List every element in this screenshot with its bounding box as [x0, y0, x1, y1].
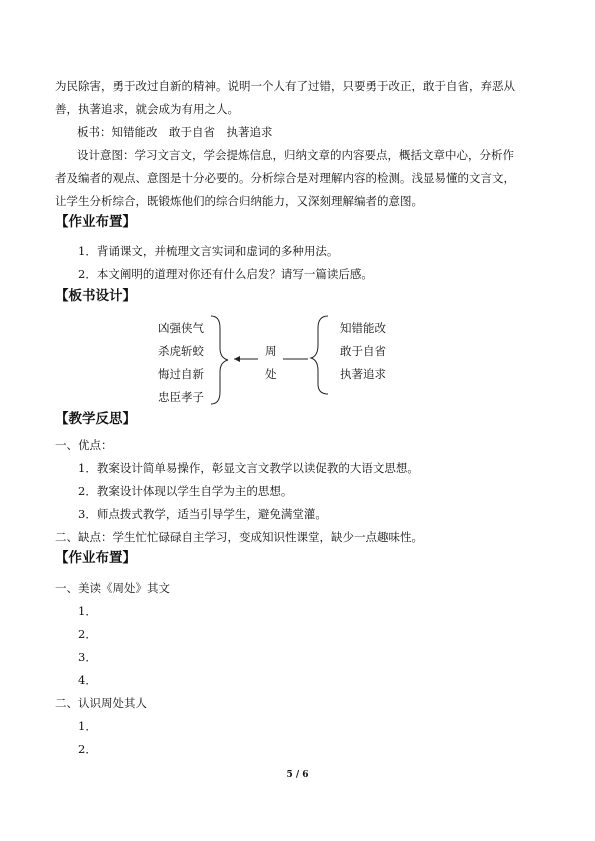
- homework-blank-item: 2．: [78, 627, 97, 641]
- homework-blank-item: 2．: [78, 742, 97, 756]
- paragraph-line: 善，执著追求，就会成为有用之人。: [55, 102, 239, 116]
- homework-item: 1．背诵课文，并梳理文言实词和虚词的多种用法。: [78, 244, 339, 258]
- left-arrow-head: [234, 356, 240, 362]
- design-intent-line: 让学生分析综合，既锻炼他们的综合归纳能力，又深刻理解编者的意图。: [55, 194, 423, 208]
- board-left-item: 忠臣孝子: [158, 390, 204, 404]
- homework-blank-item: 3．: [78, 650, 97, 664]
- right-brace: [311, 316, 328, 394]
- board-center-char: 处: [265, 367, 277, 381]
- homework-part-title: 一、美读《周处》其文: [55, 581, 170, 595]
- merit-item: 3．师点拨式教学，适当引导学生，避免满堂灌。: [78, 507, 327, 521]
- section-heading-homework: 【作业布置】: [55, 214, 136, 230]
- merit-item: 1．教案设计简单易操作，彰显文言文教学以读促教的大语文思想。: [78, 461, 419, 475]
- paragraph-line: 为民除害，勇于改过自新的精神。说明一个人有了过错，只要勇于改正，敢于自省，弃恶从: [55, 79, 515, 93]
- left-brace: [211, 316, 228, 404]
- section-heading-board-design: 【板书设计】: [55, 288, 136, 304]
- board-right-item: 执著追求: [340, 367, 386, 381]
- homework-part-title: 二、认识周处其人: [55, 696, 147, 710]
- design-intent-line: 者及编者的观点、意图是十分必要的。分析综合是对理解内容的检测。浅显易懂的文言文，: [55, 171, 515, 185]
- board-left-item: 悔过自新: [158, 367, 204, 381]
- flaws-line: 二、缺点：学生忙忙碌碌自主学习，变成知识性课堂，缺少一点趣味性。: [55, 530, 423, 544]
- homework-blank-item: 4．: [78, 673, 97, 687]
- board-note: 板书：知错能改 敢于自省 执著追求: [77, 125, 273, 139]
- board-right-item: 敢于自省: [340, 344, 386, 358]
- homework-blank-item: 1．: [78, 719, 97, 733]
- board-center-char: 周: [265, 344, 277, 358]
- merit-item: 2．教案设计体现以学生自学为主的思想。: [78, 484, 293, 498]
- homework-blank-item: 1．: [78, 604, 97, 618]
- page-number: 5 / 6: [286, 770, 309, 780]
- design-intent-line: 设计意图：学习文言文，学会提炼信息，归纳文章的内容要点，概括文章中心，分析作: [77, 148, 514, 162]
- board-left-item: 凶强侠气: [158, 321, 204, 335]
- merits-title: 一、优点：: [55, 438, 113, 452]
- board-right-item: 知错能改: [340, 321, 386, 335]
- board-left-item: 杀虎斩蛟: [158, 344, 204, 358]
- section-heading-homework-2: 【作业布置】: [55, 550, 136, 566]
- section-heading-reflection: 【教学反思】: [55, 411, 136, 427]
- homework-item: 2．本文阐明的道理对你还有什么启发？请写一篇读后感。: [78, 267, 373, 281]
